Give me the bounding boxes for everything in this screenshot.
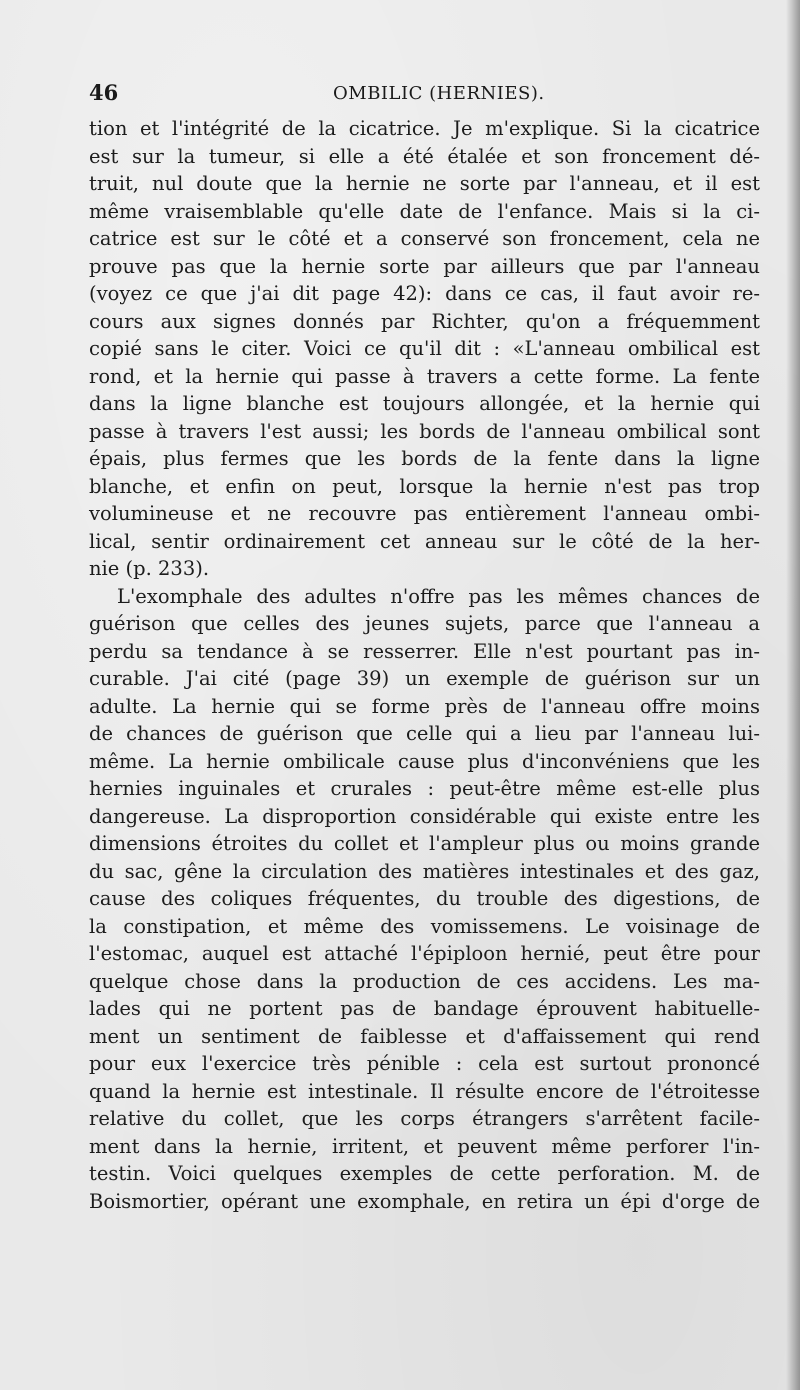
text-line: adulte. La hernie qui se forme près de l'anneau offre moins — [89, 694, 760, 718]
text-line: prouve pas que la hernie sorte par ailleurs que par l'anneau — [89, 254, 760, 278]
text-line: cause des coliques fréquentes, du trouble des digestions, de — [89, 887, 760, 910]
text-line: la constipation, et même des vomissemens. Le voisinage de — [89, 914, 760, 938]
text-line: est sur la tumeur, si elle a été étalée et son froncement dé- — [89, 144, 760, 168]
text-line: ment un sentiment de faiblesse et d'affaissement qui rend — [89, 1024, 760, 1048]
text-line: dans la ligne blanche est toujours allongée, et la hernie qui — [89, 392, 760, 415]
text-line: lical, sentir ordinairement cet anneau sur le côté de la her- — [89, 529, 760, 553]
text-line: testin. Voici quelques exemples de cette perforation. M. de — [89, 1162, 760, 1185]
text-line: de chances de guérison que celle qui a lieu par l'anneau lui- — [89, 722, 760, 745]
text-line: copié sans le citer. Voici ce qu'il dit : «L'anneau ombilical est — [89, 337, 760, 360]
text-line: curable. J'ai cité (page 39) un exemple de guérison sur un — [89, 667, 760, 690]
text-line: passe à travers l'est aussi; les bords de l'anneau ombilical sont — [89, 419, 760, 443]
text-line: hernies inguinales et crurales : peut-être même est-elle plus — [89, 777, 760, 800]
text-line: perdu sa tendance à se resserrer. Elle n'est pourtant pas in- — [89, 639, 760, 663]
running-head — [89, 80, 760, 110]
text-line: blanche, et enfin on peut, lorsque la hernie n'est pas trop — [89, 474, 760, 498]
text-line: (voyez ce que j'ai dit page 42): dans ce cas, il faut avoir re- — [89, 282, 760, 305]
text-line: tion et l'intégrité de la cicatrice. Je m'explique. Si la cicatrice — [89, 117, 760, 140]
body-text — [89, 115, 760, 1215]
paragraph-end-line: nie (p. 233). — [89, 557, 210, 580]
text-line: ment dans la hernie, irritent, et peuvent même perforer l'in- — [89, 1134, 760, 1158]
text-line: même. La hernie ombilicale cause plus d'inconvéniens que les — [89, 749, 760, 773]
text-line: truit, nul doute que la hernie ne sorte par l'anneau, et il est — [89, 172, 760, 195]
text-line: relative du collet, que les corps étrangers s'arrêtent facile- — [89, 1107, 760, 1130]
text-line: dangereuse. La disproportion considérable qui existe entre les — [89, 804, 760, 828]
text-line: quelque chose dans la production de ces accidens. Les ma- — [89, 969, 760, 993]
text-line: dimensions étroites du collet et l'ampleur plus ou moins grande — [89, 832, 760, 855]
text-line: volumineuse et ne recouvre pas entièrement l'anneau ombi- — [89, 502, 760, 525]
text-line: Boismortier, opérant une exomphale, en retira un épi d'orge de — [89, 1189, 760, 1213]
text-line: catrice est sur le côté et a conservé son froncement, cela ne — [89, 227, 760, 250]
page-edge-shadow — [786, 0, 800, 1390]
text-line: l'estomac, auquel est attaché l'épiploon hernié, peut être pour — [89, 942, 760, 965]
text-line: pour eux l'exercice très pénible : cela est surtout prononcé — [89, 1052, 760, 1075]
text-line: lades qui ne portent pas de bandage éprouvent habituelle- — [89, 997, 760, 1020]
paragraph-start-line: L'exomphale des adultes n'offre pas les mêmes chances de — [117, 584, 760, 608]
running-title: OMBILIC (HERNIES). — [333, 83, 545, 104]
text-line: même vraisemblable qu'elle date de l'enfance. Mais si la ci- — [89, 199, 760, 223]
text-line: du sac, gêne la circulation des matières intestinales et des gaz, — [89, 859, 760, 883]
text-line: quand la hernie est intestinale. Il résulte encore de l'étroitesse — [89, 1079, 760, 1103]
text-line: guérison que celles des jeunes sujets, parce que l'anneau a — [89, 612, 760, 635]
text-line: cours aux signes donnés par Richter, qu'on a fréquemment — [89, 309, 760, 333]
text-line: épais, plus fermes que les bords de la fente dans la ligne — [89, 447, 760, 470]
text-line: rond, et la hernie qui passe à travers a cette forme. La fente — [89, 364, 760, 388]
page-number: 46 — [89, 80, 119, 105]
